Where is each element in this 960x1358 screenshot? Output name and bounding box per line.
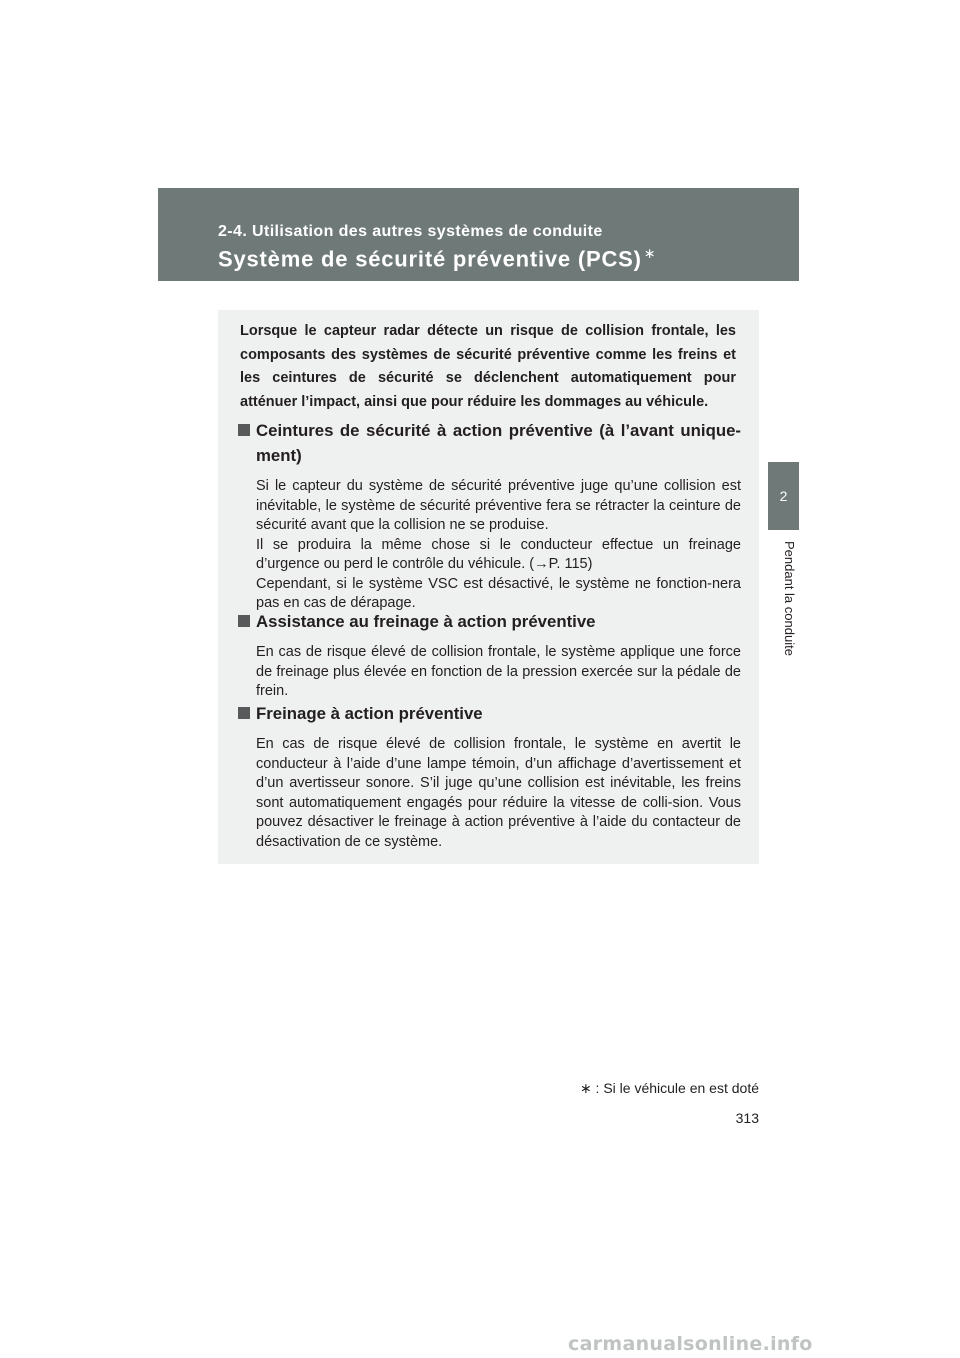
page-number: 313: [735, 1110, 759, 1126]
content-panel: [218, 310, 759, 864]
chapter-tab[interactable]: [768, 462, 799, 530]
subsection-body: [256, 477, 741, 614]
chapter-tab-number: 2: [779, 488, 788, 504]
page-title-text: Système de sécurité préventive (PCS): [218, 246, 642, 272]
watermark-logo: carmanualsonline.info: [568, 1333, 813, 1355]
body-paragraph: En cas de risque élevé de collision frontale, le système applique une force de freinage plus élevée en fonction de la pression exercée sur la pédale de frein.: [256, 644, 741, 699]
optional-equipment-mark: ∗: [643, 245, 657, 261]
square-bullet-icon: [238, 707, 250, 719]
chapter-header: [158, 188, 799, 281]
chapter-tab-label: Pendant la conduite: [782, 541, 797, 656]
subsection-brake-assist: [238, 609, 741, 702]
subsection-pretensioner: [238, 418, 741, 614]
subsection-body: [256, 735, 741, 852]
intro-paragraph: Lorsque le capteur radar détecte un risque de collision frontale, les composants des systèmes de sécurité préventive comme les freins et les ceintures de sécurité se déclenchent automatiquement pour atténuer l’impact, ainsi que pour réduire les dommages au véhicule.: [240, 323, 736, 410]
page-title: [218, 245, 656, 272]
body-paragraph: En cas de risque élevé de collision frontale, le système en avertit le conducteur à l’aide d’une lampe témoin, d’un affichage d’avertissement et d’un avertisseur sonore. S’il juge qu’une collision est inévitable, les freins sont automatiquement engagés pour réduire la vitesse de colli-sion. Vous pouvez désactiver le freinage à action préventive à l’aide du contacteur de désactivation de ce système.: [256, 736, 741, 850]
subsection-body: [256, 643, 741, 702]
square-bullet-icon: [238, 424, 250, 436]
footnote: ∗ : Si le véhicule en est doté: [579, 1080, 759, 1096]
body-paragraph: Cependant, si le système VSC est désactivé, le système ne fonction-nera pas en cas de dérapage.: [256, 575, 741, 611]
section-title: 2-4. Utilisation des autres systèmes de conduite: [218, 223, 603, 240]
subsection-heading: Assistance au freinage à action préventive: [238, 609, 741, 634]
subsection-heading: Ceintures de sécurité à action préventive (à l’avant unique-ment): [238, 418, 741, 468]
square-bullet-icon: [238, 615, 250, 627]
body-paragraph: Il se produira la même chose si le conducteur effectue un freinage d’urgence ou perd le contrôle du véhicule. (→P. 115): [256, 536, 741, 572]
subsection-heading: Freinage à action préventive: [238, 701, 741, 726]
subsection-pre-collision-braking: [238, 701, 741, 852]
body-paragraph: Si le capteur du système de sécurité préventive juge qu’une collision est inévitable, le système de sécurité préventive fera se rétracter la ceinture de sécurité avant que la collision ne se produise.: [256, 478, 741, 533]
